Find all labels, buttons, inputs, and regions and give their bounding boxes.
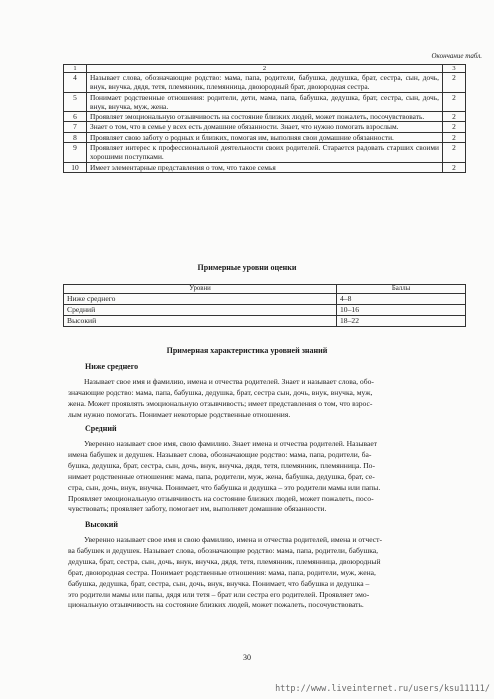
table-row <box>64 316 466 327</box>
table-row <box>64 162 466 172</box>
levels-header-level: Уровни <box>64 285 337 294</box>
table-row <box>64 92 466 112</box>
text-line: чувствовать; проявляет заботу, помогает им, выполняет домашние обязанности. <box>68 504 327 514</box>
row-text: Проявляет свою заботу о родных и близких, помогая им, выполняя свои домашние обязанности. <box>87 132 443 142</box>
text-line: Называет свое имя и фамилию, имена и отчества родителей. Знает и называет слова, обо- <box>84 377 374 386</box>
text-line: стра, сын, дочь, внук, внучка. Понимает, что бабушка и дедушка – это родители мамы или папы. <box>68 482 381 492</box>
levels-table-header <box>64 285 466 294</box>
text-line: ва бабушек и дедушек. Называет слова, обозначающие родство: мама, папа, родители, бабушка, <box>68 545 379 555</box>
text-line: Уверенно называет свое имя и свою фамилию, имена и отчества родителей, имена и отчест- <box>84 535 382 544</box>
row-text: Понимает родственные отношения: родители, дети, мама, папа, бабушка, дедушка, брат, сестра, сын, дочь, внук, внучка, муж, жена. <box>87 92 443 112</box>
levels-table <box>63 284 466 327</box>
table-row <box>64 305 466 316</box>
criteria-table <box>63 64 466 173</box>
row-number: 10 <box>64 162 87 172</box>
text-line: лым нужно помогать. Понимает некоторые родственные отношения. <box>68 409 291 419</box>
table-row <box>64 132 466 142</box>
row-number: 6 <box>64 112 87 122</box>
row-score: 2 <box>443 92 466 112</box>
row-text: Имеет элементарные представления о том, что такое семья <box>87 162 443 172</box>
section-heading-average: Средний <box>85 424 117 433</box>
level-points: 10–16 <box>337 305 466 316</box>
header-col-2: 2 <box>87 65 443 73</box>
section-text-below-average <box>68 377 466 421</box>
text-line: дедушка, брат, сестра, сын, дочь, внук, внучка, дядя, тетя, племянник, племянница, двоюродный <box>68 556 381 566</box>
table-row <box>64 122 466 132</box>
section-text-average <box>68 439 466 515</box>
row-number: 4 <box>64 73 87 93</box>
text-line: значающие родство: мама, папа, бабушка, дедушка, брат, сестра сын, дочь, внук, внучка, муж, <box>68 387 373 397</box>
section-heading-below-average: Ниже среднего <box>85 362 139 371</box>
table-row <box>64 73 466 93</box>
text-line: это родители мамы или папы, дядя или тетя – брат или сестра его родителей. Проявляет эмо- <box>68 589 370 599</box>
level-points: 18–22 <box>337 316 466 327</box>
row-score: 2 <box>443 132 466 142</box>
row-score: 2 <box>443 112 466 122</box>
table-continued-label: Окончание табл. <box>431 52 482 60</box>
row-text: Проявляет эмоциональную отзывчивость на состояние близких людей, может пожалеть, посочувствовать. <box>87 112 443 122</box>
text-line: имена бабушек и дедушек. Называет слова, обозначающие родство: мама, папа, родители, ба- <box>68 449 372 459</box>
levels-header-points: Баллы <box>337 285 466 294</box>
row-score: 2 <box>443 73 466 93</box>
row-score: 2 <box>443 122 466 132</box>
text-line: нимает родственные отношения: мама, папа, родители, муж, жена, бабушка, дедушка, брат, се- <box>68 471 375 481</box>
row-text: Знает о том, что в семье у всех есть домашние обязанности. Знает, что нужно помогать взрослым. <box>87 122 443 132</box>
text-line: бушка, дедушка, брат, сестра, сын, дочь, внук, внучка, дядя, тетя, племянник, племянница. По- <box>68 460 375 470</box>
table-row <box>64 294 466 305</box>
section-text-high <box>68 535 466 611</box>
text-line: Проявляет эмоциональную отзывчивость на состояние близких людей, может пожалеть, посо- <box>68 493 374 503</box>
table-row <box>64 143 466 163</box>
text-line: бабушка, дедушка, брат, сестра, сын, дочь, внук, внучка. Понимает, что бабушка и дедушка – <box>68 578 370 588</box>
text-line: брат, двоюродная сестра. Понимает родственные отношения: мама, папа, родители, муж, жена, <box>68 567 376 577</box>
table-row <box>64 112 466 122</box>
row-score: 2 <box>443 162 466 172</box>
row-number: 8 <box>64 132 87 142</box>
level-name: Ниже среднего <box>64 294 337 305</box>
criteria-table-header <box>64 65 466 73</box>
page-number: 30 <box>243 653 251 662</box>
header-col-3: 3 <box>443 65 466 73</box>
row-text: Называет слова, обозначающие родство: мама, папа, родители, бабушка, дедушка, брат, сестра, сын, дочь, внук, внучка, дядя, тетя, племянник, племянница, двоюродный брат, двоюродная сестра. <box>87 73 443 93</box>
header-col-1: 1 <box>64 65 87 73</box>
levels-heading: Примерные уровни оценки <box>197 263 297 272</box>
section-heading-high: Высокий <box>85 520 118 529</box>
level-name: Средний <box>64 305 337 316</box>
text-line: Уверенно называет свое имя, свою фамилию. Знает имена и отчества родителей. Называет <box>84 439 378 448</box>
text-line: циональную отзывчивость на состояние близких людей, может пожалеть, посочувствовать. <box>68 600 364 610</box>
row-text: Проявляет интерес к профессиональной деятельности своих родителей. Старается радовать старших своими хорошими поступками. <box>87 143 443 163</box>
level-points: 4–8 <box>337 294 466 305</box>
row-number: 5 <box>64 92 87 112</box>
row-score: 2 <box>443 143 466 163</box>
row-number: 7 <box>64 122 87 132</box>
row-number: 9 <box>64 143 87 163</box>
level-name: Высокий <box>64 316 337 327</box>
characteristics-heading: Примерная характеристика уровней знаний <box>166 346 328 355</box>
text-line: жена. Может проявлять эмоциональную отзывчивость; имеет представления о том, что взрос- <box>68 398 373 408</box>
source-watermark: http://www.liveinternet.ru/users/ksu11111/ <box>275 684 490 694</box>
